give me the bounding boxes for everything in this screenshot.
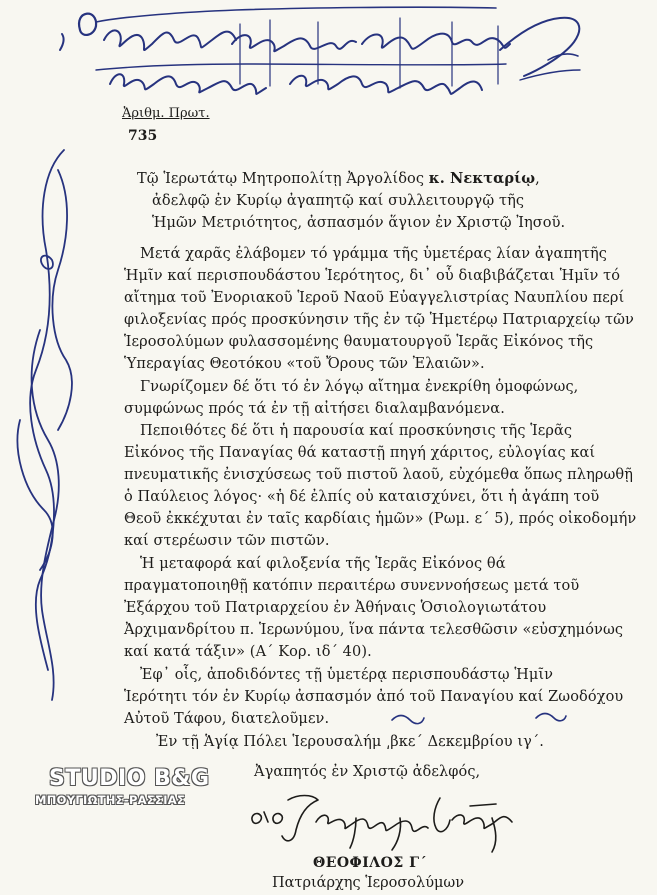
body-line: Αὐτοῦ Τάφου, διατελοῦμεν.	[124, 711, 330, 727]
signer-name: ΘΕΟΦΙΛΟΣ Γ´	[313, 855, 428, 871]
body-line: Ἱεροσολύμων φυλασσομένης θαυματουργοῦ Ἱερᾶς Εἰκόνος τῆς	[124, 334, 594, 350]
body-line: Ἡμῖν καί περισπουδάστου Ἱερότητος, δι᾿ οὗ διαβιβάζεται Ἡμῖν τό	[124, 268, 621, 284]
body-line: πνευματικῆς ἐνισχύσεως τοῦ πιστοῦ λαοῦ, εὐχόμεθα ὅπως πληρωθῇ	[124, 467, 634, 483]
body-line: καί κατά τάξιν» (Α´ Κορ. ιδ´ 40).	[124, 644, 372, 660]
watermark-main: STUDIO B&G	[49, 766, 210, 791]
body-line: ὁ Παύλειος λόγος· «ἡ δέ ἐλπίς οὐ καταισχύνει, ὅτι ἡ ἀγάπη τοῦ	[124, 489, 600, 505]
body-line: Θεοῦ ἐκκέχυται ἐν ταῖς καρδίαις ἡμῶν» (Ρωμ. ε´ 5), πρός οἰκοδομήν	[124, 511, 637, 527]
body-line: Ἀρχιμανδρίτου π. Ἱερωνύμου, ἵνα πάντα τελεσθῶσιν «εὐσχημόνως	[124, 622, 624, 638]
watermark-sub: ΜΠΟΥΓΙΩΤΗΣ-ΡΑΣΣΙΑΣ	[35, 793, 186, 807]
signer-title: Πατριάρχης Ἱεροσολύμων	[272, 875, 465, 891]
body-line: Εἰκόνος τῆς Παναγίας θά καταστῇ πηγή χάριτος, εὐλογίας καί	[124, 445, 596, 461]
address-suffix: ,	[535, 171, 540, 187]
body-line: συμφώνως πρός τά ἐν τῇ αἰτήσει διαλαμβανόμενα.	[124, 401, 505, 417]
protocol-label: Ἀριθμ. Πρωτ.	[122, 106, 210, 121]
recipient-name: κ. Νεκταρίῳ	[428, 170, 536, 187]
body-line: Ἐφ᾿ οἷς, ἀποδιδόντες τῇ ὑμετέρᾳ περισπουδάστῳ Ἡμῖν	[140, 667, 554, 683]
body-line: Ὑπεραγίας Θεοτόκου «τοῦ Ὄρους τῶν Ἐλαιῶν».	[124, 356, 485, 372]
body-line: πραγματοποιηθῇ κατόπιν περαιτέρω συνεννοήσεως μετά τοῦ	[124, 578, 580, 594]
body-line: φιλοξενίας πρός προσκύνησιν τῆς ἐν τῷ Ἡμετέρῳ Πατριαρχείῳ τῶν	[124, 312, 634, 328]
address-line-2: ἀδελφῷ ἐν Κυρίῳ ἀγαπητῷ καί συλλειτουργῷ τῆς	[152, 193, 525, 209]
address-prefix: Τῷ Ἱερωτάτῳ Μητροπολίτῃ Ἀργολίδος	[137, 171, 429, 187]
body-line: αἴτημα τοῦ Ἐνοριακοῦ Ἱεροῦ Ναοῦ Εὐαγγελιστρίας Ναυπλίου περί	[124, 290, 625, 306]
body-line: Γνωρίζομεν δέ ὅτι τό ἐν λόγῳ αἴτημα ἐνεκρίθη ὁμοφώνως,	[140, 379, 579, 395]
body-line: Ἱερότητι τόν ἐν Κυρίῳ ἀσπασμόν ἀπό τοῦ Παναγίου καί Ζωοδόχου	[124, 689, 624, 705]
body-line: Ἐξάρχου τοῦ Πατριαρχείου ἐν Ἀθήναις Ὁσιολογιωτάτου	[124, 600, 547, 616]
body-line: Πεποιθότες δέ ὅτι ἡ παρουσία καί προσκύνησις τῆς Ἱερᾶς	[140, 423, 573, 439]
body-line: καί στερέωσιν τῶν πιστῶν.	[124, 533, 330, 549]
closing-line: Ἀγαπητός ἐν Χριστῷ ἀδελφός,	[254, 764, 481, 780]
address-line-3: Ἡμῶν Μετριότητος, ἀσπασμόν ἅγιον ἐν Χριστῷ Ἰησοῦ.	[152, 215, 566, 231]
body-line: Μετά χαρᾶς ἐλάβομεν τό γράμμα τῆς ὑμετέρας λίαν ἀγαπητῆς	[140, 246, 607, 262]
body-line: Ἡ μεταφορά καί φιλοξενία τῆς Ἱερᾶς Εἰκόνος θά	[140, 556, 506, 572]
dating-line: Ἐν τῇ Ἁγίᾳ Πόλει Ἱερουσαλήμ ͵βκε´ Δεκεμβρίου ιγ´.	[156, 734, 545, 750]
protocol-number: 735	[128, 128, 158, 144]
